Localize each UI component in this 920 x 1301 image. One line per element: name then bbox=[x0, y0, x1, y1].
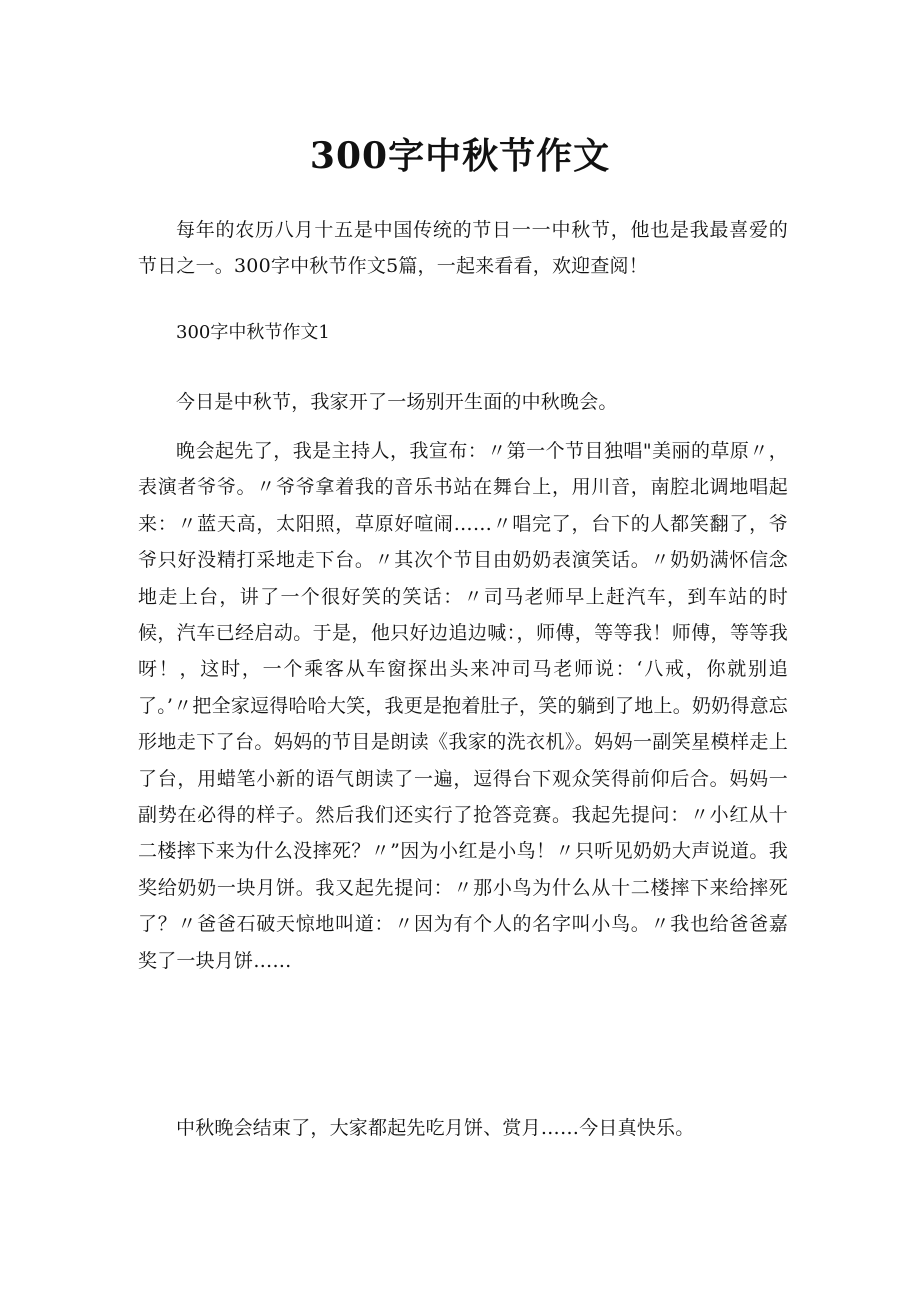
body-paragraph-1: 今日是中秋节，我家开了一场别开生面的中秋晚会。 bbox=[176, 391, 618, 413]
intro-paragraph: 每年的农历八月十五是中国传统的节日一一中秋节，他也是我最喜爱的节日之一。300字中秋节作文5篇，一起来看看，欢迎查阅！ bbox=[138, 219, 788, 278]
body-paragraph-2: 晚会起先了，我是主持人，我宣布：〃第一个节目独唱"美丽的草原〃，表演者爷爷。〃爷爷拿着我的音乐书站在舞台上，用川音，南腔北调地唱起来：〃蓝天高，太阳照，草原好喧闹……〃唱完了，台下的人都笑翻了，爷爷只好没精打采地走下台。〃其次个节目由奶奶表演笑话。〃奶奶满怀信念地走上台，讲了一个很好笑的笑话：〃司马老师早上赶汽车，到车站的时候，汽车已经启动。于是，他只好边追边喊：，师傅，等等我！师傅，等等我呀！，这时，一个乘客从车窗探出头来冲司马老师说：‘八戒，你就别追了。’〃把全家逗得哈哈大笑，我更是抱着肚子，笑的躺到了地上。奶奶得意忘形地走下了台。妈妈的节目是朗读《我家的洗衣机》。妈妈一副笑星模样走上了台，用蜡笔小新的语气朗读了一遍，逗得台下观众笑得前仰后合。妈妈一副势在必得的样子。然后我们还实行了抢答竞赛。我起先提问：〃小红从十二楼摔下来为什么没摔死？〃”因为小红是小鸟！〃只听见奶奶大声说道。我奖给奶奶一块月饼。我又起先提问：〃那小鸟为什么从十二楼摔下来给摔死了？〃爸爸石破天惊地叫道：〃因为有个人的名字叫小鸟。〃我也给爸爸嘉奖了一块月饼…… bbox=[138, 440, 788, 972]
essay-heading: 300字中秋节作文1 bbox=[176, 322, 330, 343]
document-title: 300字中秋节作文 bbox=[309, 135, 611, 177]
body-paragraph-3: 中秋晚会结束了，大家都起先吃月饼、赏月……今日真快乐。 bbox=[176, 1117, 695, 1139]
